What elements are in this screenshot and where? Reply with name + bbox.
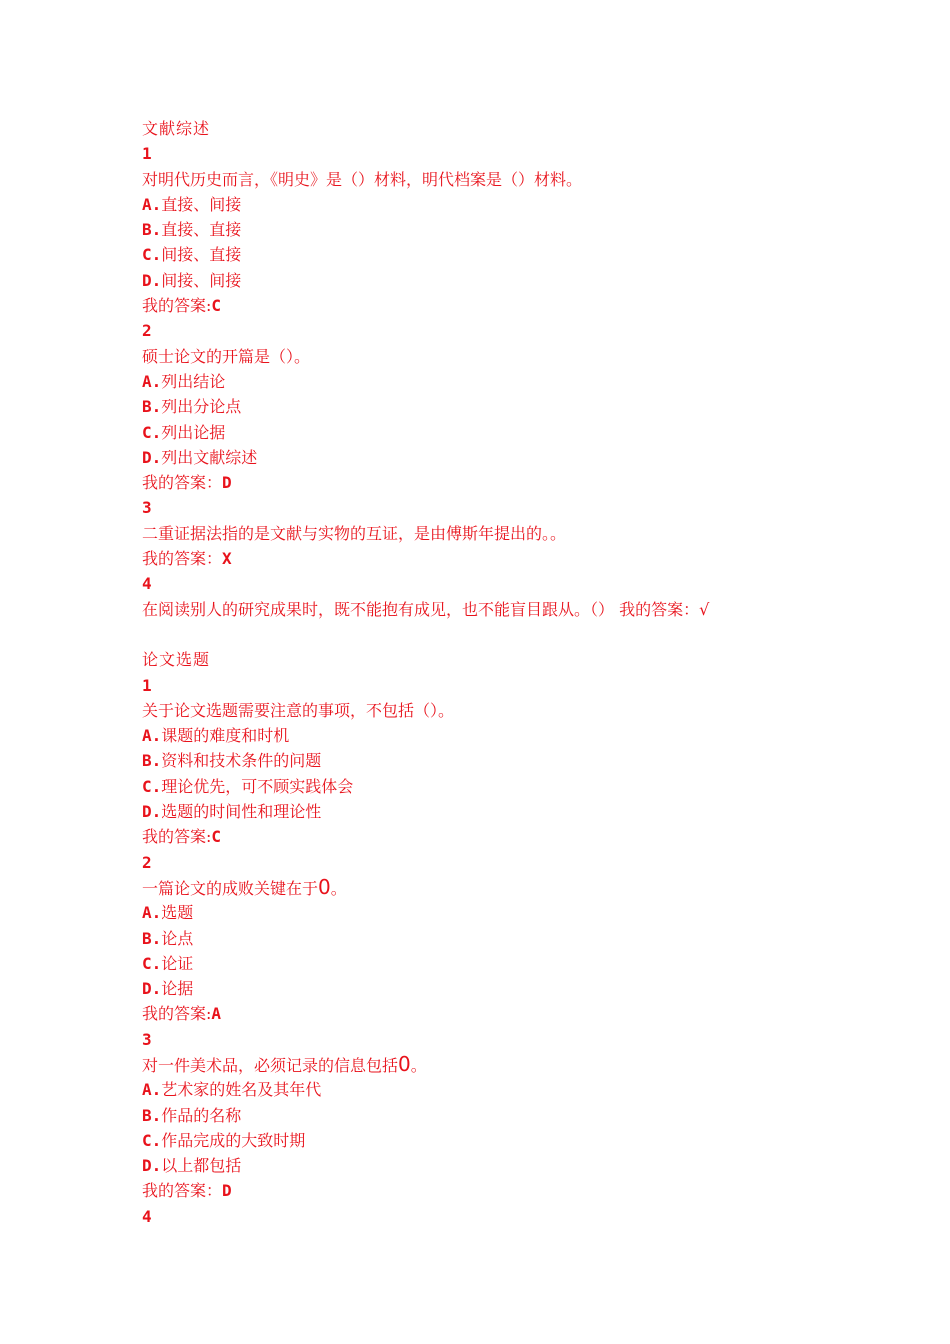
option-b — [142, 748, 902, 773]
question-number: 4 — [142, 574, 152, 594]
option-text: 列出分论点 — [161, 397, 242, 417]
option-a — [142, 369, 902, 394]
answer-label: 我的答案: — [142, 1004, 212, 1024]
my-answer — [142, 470, 902, 495]
answer-value: A — [211, 1004, 222, 1024]
section-title-thesis-topic: 论文选题 — [142, 650, 211, 670]
my-answer — [142, 546, 902, 571]
answer-value: D — [222, 473, 232, 493]
option-letter: B. — [142, 928, 162, 948]
question-text: 硕士论文的开篇是（）。 — [142, 346, 311, 366]
option-c — [142, 951, 902, 976]
question-text-after: 。 — [330, 878, 347, 898]
option-letter: D. — [142, 979, 162, 999]
question-number: 1 — [142, 144, 152, 164]
my-answer — [142, 1178, 902, 1203]
option-letter: D. — [142, 802, 162, 822]
option-text: 列出结论 — [161, 371, 226, 391]
option-letter: D. — [142, 447, 162, 467]
option-d — [142, 976, 902, 1001]
option-a — [142, 900, 902, 925]
answer-label: 我的答案： — [142, 549, 223, 569]
answer-label: 我的答案： — [142, 473, 223, 493]
my-answer — [142, 1001, 902, 1026]
option-letter: A. — [142, 194, 162, 214]
option-text: 作品的名称 — [161, 1105, 242, 1125]
option-d — [142, 799, 902, 824]
answer-value: C — [211, 296, 222, 316]
option-c — [142, 1128, 902, 1153]
option-letter: C. — [142, 953, 162, 973]
my-answer — [142, 293, 902, 318]
option-text: 直接、直接 — [161, 220, 242, 240]
document-page — [142, 116, 902, 1229]
option-text: 论点 — [161, 928, 194, 948]
answer-label: 我的答案： — [142, 1181, 223, 1201]
option-text: 论据 — [161, 979, 194, 999]
option-b — [142, 394, 902, 419]
option-letter: B. — [142, 751, 162, 771]
option-text: 资料和技术条件的问题 — [161, 751, 322, 771]
answer-value: C — [211, 827, 222, 847]
option-a — [142, 1077, 902, 1102]
option-letter: C. — [142, 422, 162, 442]
option-c — [142, 420, 902, 445]
option-a — [142, 723, 902, 748]
option-letter: A. — [142, 903, 162, 923]
option-text: 理论优先，可不顾实践体会 — [161, 776, 354, 796]
question-number: 2 — [142, 852, 152, 872]
option-text: 课题的难度和时机 — [161, 726, 290, 746]
question-number: 3 — [142, 1029, 152, 1049]
option-letter: B. — [142, 1105, 162, 1125]
option-text: 论证 — [161, 953, 194, 973]
question-text-after: 。 — [410, 1055, 427, 1075]
question-text: 对明代历史而言，《明史》是（）材料，明代档案是（）材料。 — [142, 169, 583, 189]
option-letter: C. — [142, 245, 162, 265]
option-b — [142, 1103, 902, 1128]
question-text: 二重证据法指的是文献与实物的互证，是由傅斯年提出的。。 — [142, 523, 567, 543]
option-d — [142, 1153, 902, 1178]
option-letter: B. — [142, 397, 162, 417]
question-number: 3 — [142, 498, 152, 518]
option-letter: C. — [142, 1130, 162, 1150]
option-text: 艺术家的姓名及其年代 — [161, 1080, 322, 1100]
question-text — [142, 875, 902, 900]
option-c — [142, 242, 902, 267]
option-b — [142, 926, 902, 951]
option-c — [142, 774, 902, 799]
section-spacer — [142, 622, 902, 647]
question-number: 1 — [142, 675, 152, 695]
answer-value: D — [222, 1181, 232, 1201]
blank-parenthesis: 0 — [398, 1051, 411, 1076]
option-text: 以上都包括 — [161, 1156, 242, 1176]
option-text: 间接、间接 — [161, 270, 242, 290]
option-d — [142, 268, 902, 293]
section-title-literature-review: 文献综述 — [142, 119, 211, 138]
my-answer — [142, 824, 902, 849]
option-d — [142, 445, 902, 470]
question-text: 关于论文选题需要注意的事项，不包括（）。 — [142, 700, 455, 720]
option-letter: D. — [142, 270, 162, 290]
answer-label: 我的答案: — [142, 296, 212, 316]
option-text: 直接、间接 — [161, 194, 242, 214]
answer-value: X — [222, 549, 232, 569]
question-number: 2 — [142, 321, 152, 341]
option-a — [142, 192, 902, 217]
answer-label: 我的答案: — [142, 827, 212, 847]
option-text: 选题 — [161, 903, 194, 923]
option-text: 作品完成的大致时期 — [161, 1130, 306, 1150]
option-letter: B. — [142, 220, 162, 240]
question-text-before: 对一件美术品，必须记录的信息包括 — [142, 1055, 399, 1075]
option-text: 间接、直接 — [161, 245, 242, 265]
option-text: 列出文献综述 — [161, 447, 258, 467]
blank-parenthesis: 0 — [318, 874, 331, 899]
option-letter: C. — [142, 776, 162, 796]
option-text: 列出论据 — [161, 422, 226, 442]
question-text-before: 一篇论文的成败关键在于 — [142, 878, 319, 898]
question-text — [142, 1052, 902, 1077]
option-letter: A. — [142, 371, 162, 391]
option-letter: D. — [142, 1156, 162, 1176]
option-b — [142, 217, 902, 242]
question-number: 4 — [142, 1206, 152, 1226]
question-text-with-answer: 在阅读别人的研究成果时，既不能抱有成见，也不能盲目跟从。（） 我的答案：√ — [142, 599, 710, 619]
option-text: 选题的时间性和理论性 — [161, 802, 322, 822]
option-letter: A. — [142, 1080, 162, 1100]
option-letter: A. — [142, 726, 162, 746]
